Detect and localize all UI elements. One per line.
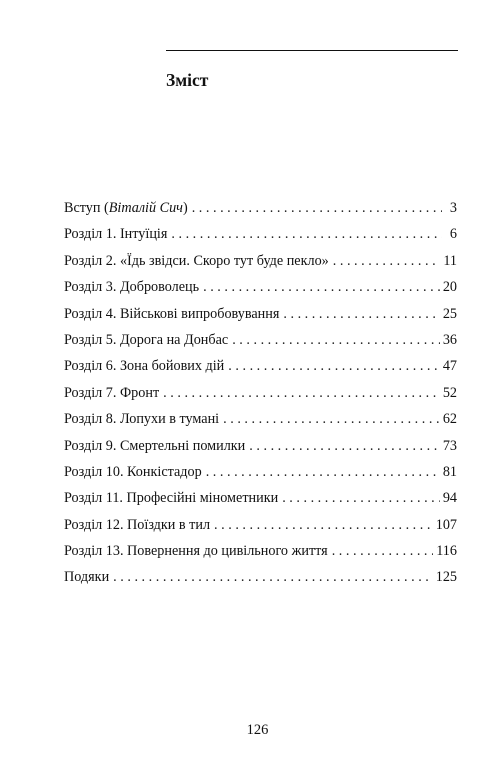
toc-entry-label: Вступ (Віталій Сич) (64, 200, 188, 216)
toc-dot-leader (192, 197, 442, 219)
toc-dot-leader (206, 461, 440, 483)
toc-entry-label: Подяки (64, 569, 110, 586)
toc-dot-leader (223, 408, 440, 430)
page-number: 126 (246, 722, 269, 738)
toc-entry-label: Розділ 13. Повернення до цивільного життя (64, 543, 328, 560)
toc-dot-leader (171, 223, 442, 245)
toc-entry-page: 73 (442, 437, 457, 454)
toc-entry-label: Розділ 6. Зона бойових дій (64, 358, 225, 375)
toc-dot-leader (163, 382, 440, 404)
toc-entry-page: 52 (442, 384, 457, 401)
toc-dot-leader (203, 276, 440, 298)
toc-entry-label: Розділ 9. Смертельні помилки (64, 437, 246, 454)
toc-entry[interactable] (64, 540, 457, 566)
toc-entry-page: 11 (443, 252, 457, 269)
toc-entry[interactable] (64, 329, 457, 355)
toc-entry-author: Віталій Сич (108, 200, 183, 216)
toc-entry-label: Розділ 4. Військові випробовування (64, 305, 280, 322)
toc-entry[interactable] (64, 487, 457, 513)
toc-dot-leader (228, 355, 440, 377)
page-title: Зміст (166, 70, 209, 90)
toc-entry-label: Розділ 7. Фронт (64, 384, 160, 401)
toc-entry-page: 47 (442, 358, 457, 375)
toc-entry-label: Розділ 12. Поїздки в тил (64, 516, 211, 533)
toc-entry[interactable] (64, 276, 457, 302)
toc-entry-page: 3 (449, 200, 457, 216)
toc-entry-label: Розділ 5. Дорога на Донбас (64, 331, 229, 348)
toc-entry[interactable] (64, 408, 457, 434)
toc-entry[interactable] (64, 435, 457, 461)
toc-entry[interactable] (64, 197, 457, 223)
toc-entry[interactable] (64, 461, 457, 487)
toc-dot-leader (214, 514, 433, 536)
toc-entry-label: Розділ 2. «Їдь звідси. Скоро тут буде пекло» (64, 252, 329, 269)
toc-dot-leader (232, 329, 440, 351)
toc-entry-page: 94 (442, 490, 457, 507)
toc-dot-leader (113, 566, 433, 588)
toc-entry-page: 6 (449, 226, 457, 243)
toc-entry-page: 81 (442, 463, 457, 480)
toc-entry-page: 36 (442, 331, 457, 348)
toc-entry-page: 20 (442, 279, 457, 296)
toc-entry-label: Розділ 3. Доброволець (64, 279, 200, 296)
toc-dot-leader (332, 540, 434, 562)
toc-dot-leader (282, 487, 440, 509)
toc-entry[interactable] (64, 303, 457, 329)
toc-entry-page: 25 (442, 305, 457, 322)
toc-entry-page: 116 (436, 543, 457, 560)
table-of-contents (64, 197, 457, 593)
toc-entry-label: Розділ 8. Лопухи в тумані (64, 411, 220, 428)
toc-entry[interactable] (64, 223, 457, 249)
toc-entry-label: Розділ 10. Конкістадор (64, 463, 202, 480)
title-rule (166, 50, 458, 51)
toc-entry[interactable] (64, 382, 457, 408)
toc-entry[interactable] (64, 566, 457, 592)
toc-entry[interactable] (64, 355, 457, 381)
toc-entry[interactable] (64, 250, 457, 276)
toc-entry-page: 107 (435, 516, 457, 533)
toc-entry[interactable] (64, 514, 457, 540)
toc-entry-page: 62 (442, 411, 457, 428)
toc-entry-page: 125 (435, 569, 457, 586)
toc-entry-label: Розділ 11. Професійні мінометники (64, 490, 279, 507)
toc-dot-leader (283, 303, 439, 325)
toc-dot-leader (333, 250, 441, 272)
toc-entry-label: Розділ 1. Інтуїція (64, 226, 168, 243)
toc-dot-leader (249, 435, 440, 457)
